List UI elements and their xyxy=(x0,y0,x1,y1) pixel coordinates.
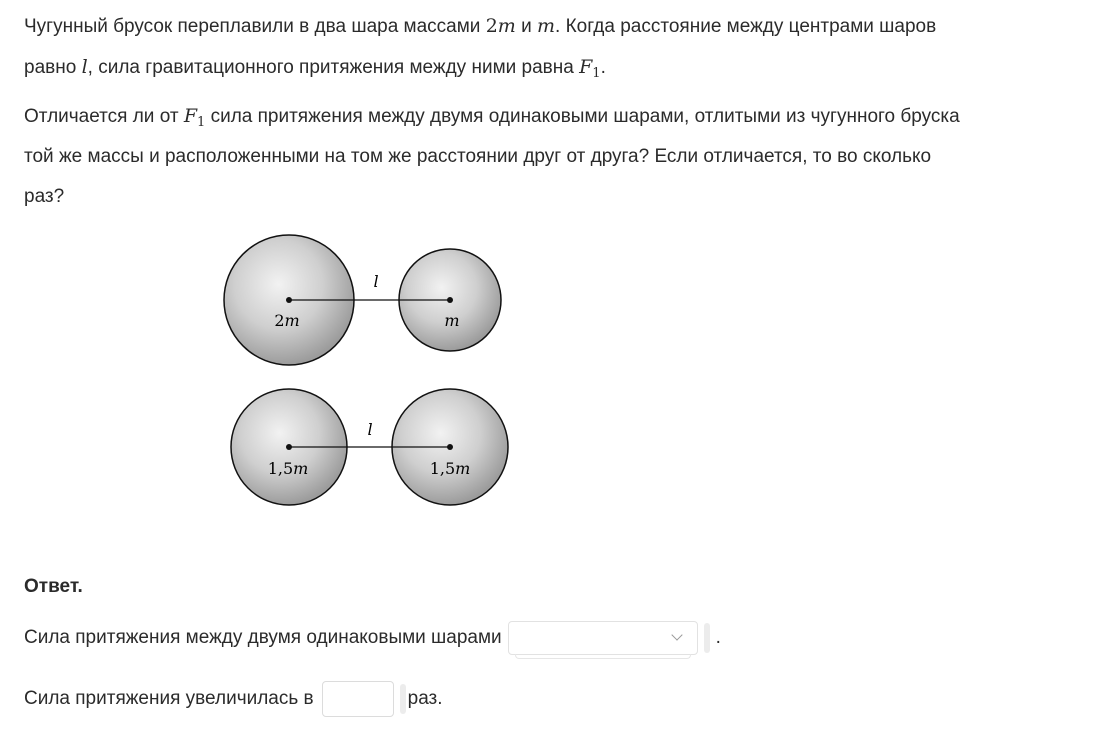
distance-label-bottom: l xyxy=(367,420,373,439)
dropdown-shadow xyxy=(515,654,691,659)
answer-line-2-text: Сила притяжения увеличилась в xyxy=(24,688,314,709)
answer-dropdown[interactable] xyxy=(508,621,698,655)
spheres-diagram xyxy=(218,228,518,518)
force-f1: $F_1$ xyxy=(579,56,601,81)
chevron-down-icon xyxy=(671,629,682,640)
top-spheres-group xyxy=(224,235,501,365)
field-marker xyxy=(400,684,406,714)
mass-label-m: m xyxy=(444,311,460,330)
field-marker xyxy=(704,623,710,653)
mass-label-1-5m-right: 1,5m xyxy=(429,459,471,478)
answer-label: Ответ. xyxy=(24,576,83,597)
mass-2m: 2m xyxy=(485,15,516,37)
answer-line-1 xyxy=(24,621,721,655)
center-dot xyxy=(286,297,292,303)
answer-line-2 xyxy=(24,681,443,717)
mass-label-1-5m-left: 1,5m xyxy=(267,459,309,478)
center-dot xyxy=(447,297,453,303)
mass-m: m xyxy=(537,15,556,37)
answer-line-1-text: Сила притяжения между двумя одинаковыми шарами xyxy=(24,627,502,648)
center-dot xyxy=(447,444,453,450)
center-dot xyxy=(286,444,292,450)
answer-times-input[interactable] xyxy=(322,681,394,717)
mass-label-2m: 2m xyxy=(274,311,300,330)
bottom-spheres-group xyxy=(231,389,508,505)
distance-label-top: l xyxy=(373,272,379,291)
problem-paragraph-2: Отличается ли от $F_1$ сила притяжения между двумя одинаковыми шарами, отлитыми из чугунного бруска той же массы и расположенными на том же расстоянии друг от друга? Если отличается, то во сколько раз? xyxy=(24,105,960,207)
distance-l: l xyxy=(81,56,88,78)
force-f1: $F_1$ xyxy=(183,105,206,130)
answer-line-2-end: раз. xyxy=(407,688,443,709)
problem-paragraph-1: Чугунный брусок переплавили в два шара массами 2m и m. Когда расстояние между центрами шаров равно l, сила гравитационного притяжения между ними равна $F_1$. xyxy=(24,15,937,81)
answer-line-1-end: . xyxy=(715,627,721,648)
